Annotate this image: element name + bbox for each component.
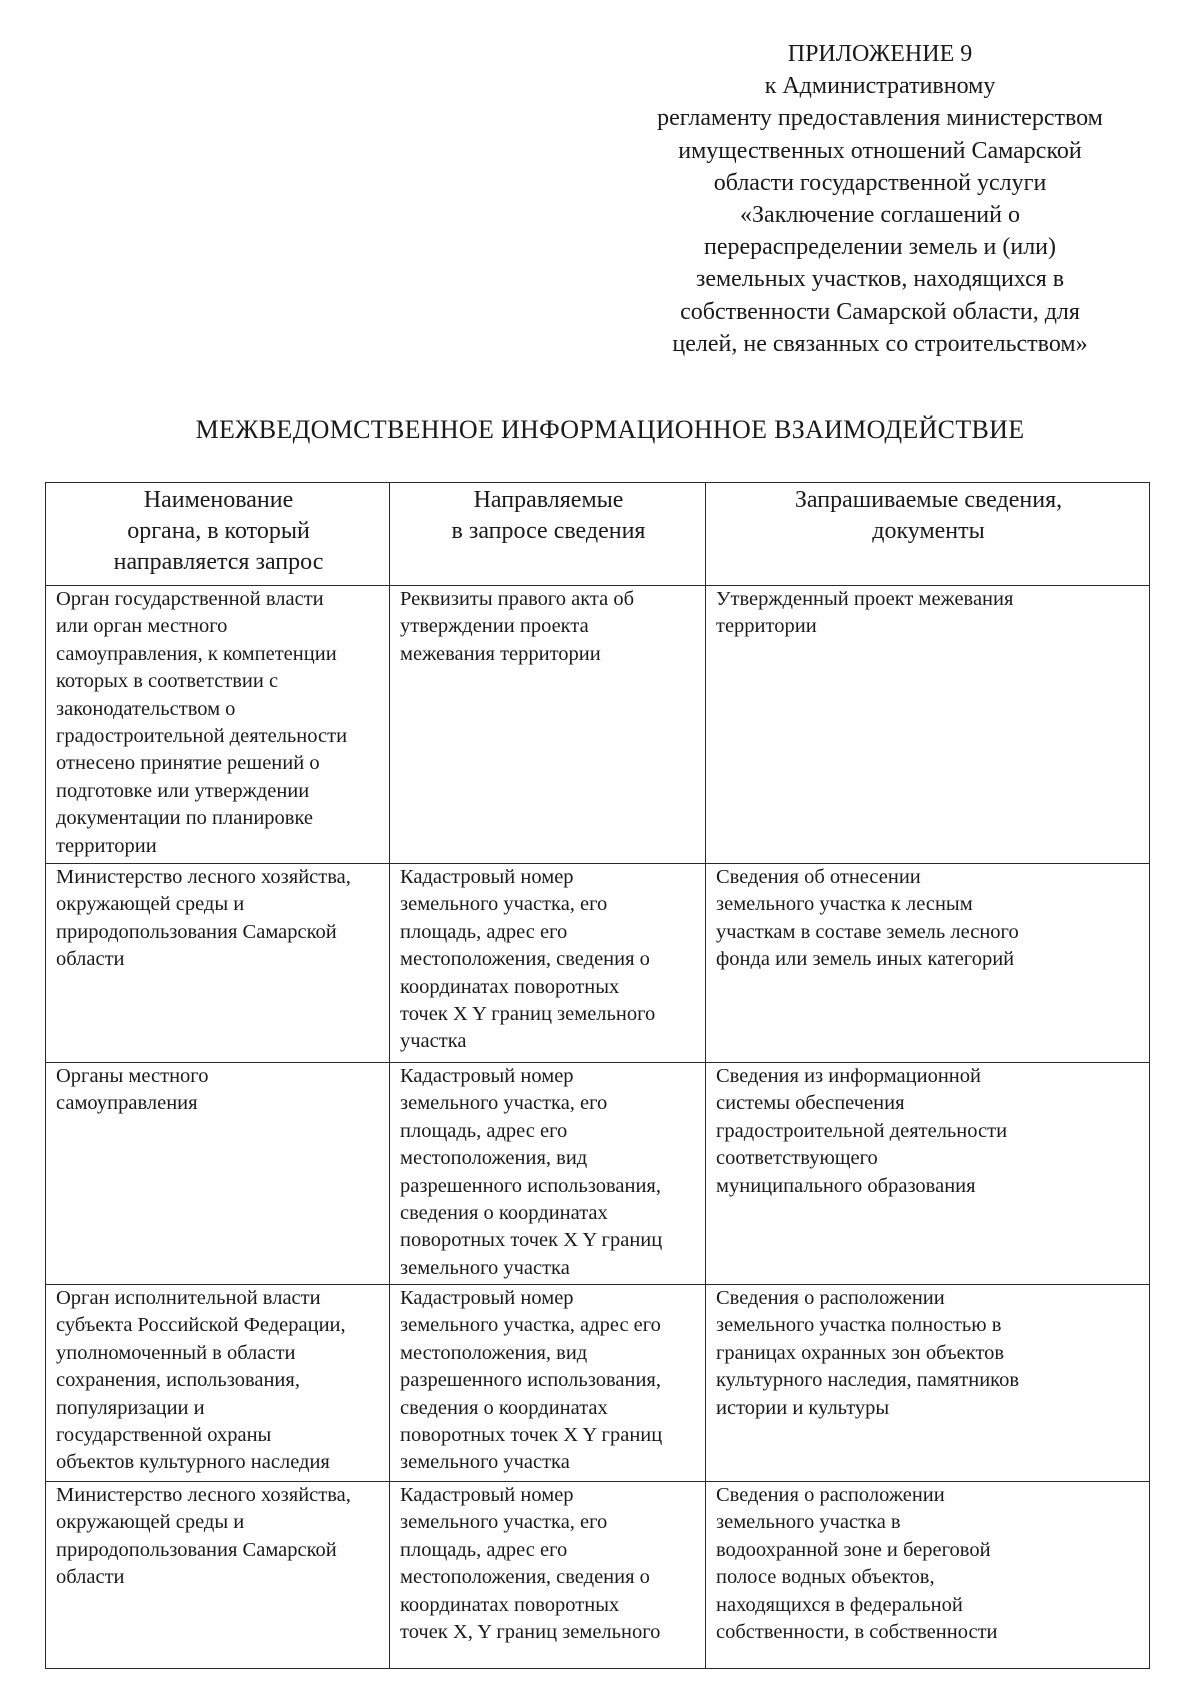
cell-text-line: земельного участка к лесным xyxy=(716,893,973,916)
cell-requested-info xyxy=(706,1285,1150,1482)
cell-text-line: системы обеспечения xyxy=(716,1092,905,1115)
cell-text-line: участка xyxy=(400,1030,467,1053)
appendix-line: земельных участков, находящихся в xyxy=(695,266,1065,293)
cell-text-line: земельного участка xyxy=(400,1256,570,1279)
cell-text-line: области xyxy=(56,948,125,971)
interaction-table xyxy=(45,482,1150,1669)
cell-text-line: участкам в составе земель лесного xyxy=(716,920,1019,943)
cell-text-line: местоположения, сведения о xyxy=(400,948,650,971)
header-text-line: в запросе сведения xyxy=(451,518,646,544)
cell-text-line: земельного участка, его xyxy=(400,1511,608,1534)
header-text-line: документы xyxy=(872,518,985,544)
cell-text-line: земельного участка, адрес его xyxy=(400,1314,661,1337)
cell-organ xyxy=(46,1063,390,1285)
cell-organ xyxy=(46,1482,390,1669)
table-row xyxy=(46,1063,1150,1285)
cell-text-line: субъекта Российской Федерации, xyxy=(56,1314,346,1337)
cell-text-line: Кадастровый номер xyxy=(400,1287,574,1309)
cell-text-line: земельного участка, его xyxy=(400,893,608,916)
document-title: МЕЖВЕДОМСТВЕННОЕ ИНФОРМАЦИОННОЕ ВЗАИМОДЕЙСТВИЕ xyxy=(195,415,1025,444)
cell-text-line: Органы местного xyxy=(56,1065,209,1087)
header-text-line: Запрашиваемые сведения, xyxy=(794,487,1063,513)
appendix-line: ПРИЛОЖЕНИЕ 9 xyxy=(787,41,973,67)
cell-text-line: земельного участка xyxy=(400,1451,570,1474)
cell-text-line: отнесено принятие решений о xyxy=(56,752,320,775)
cell-text-line: природопользования Самарской xyxy=(56,920,337,943)
cell-text-line: межевания территории xyxy=(400,642,601,665)
appendix-line: «Заключение соглашений о xyxy=(740,202,1020,229)
appendix-line: имущественных отношений Самарской xyxy=(678,137,1082,164)
cell-text-line: самоуправления, к компетенции xyxy=(56,642,337,665)
appendix-line: области государственной услуги xyxy=(713,169,1047,196)
cell-text-line: земельного участка полностью в xyxy=(716,1314,1002,1337)
cell-text-line: Сведения о расположении xyxy=(716,1287,945,1309)
header-text-line: Направляемые xyxy=(473,487,624,513)
cell-text-line: Реквизиты правого акта об xyxy=(400,588,635,610)
header-sent-info xyxy=(390,483,706,586)
cell-text-line: области xyxy=(56,1566,125,1589)
cell-text-line: Кадастровый номер xyxy=(400,1065,574,1087)
cell-text-line: территории xyxy=(716,615,817,638)
cell-text-line: полосе водных объектов, xyxy=(716,1566,935,1589)
cell-organ xyxy=(46,1285,390,1482)
cell-text-line: площадь, адрес его xyxy=(400,920,568,943)
cell-requested-info xyxy=(706,586,1150,864)
appendix-header xyxy=(590,38,1170,360)
cell-text-line: местоположения, вид xyxy=(400,1341,588,1364)
cell-text-line: градостроительной деятельности xyxy=(716,1119,1008,1142)
cell-sent-info xyxy=(390,1063,706,1285)
cell-sent-info xyxy=(390,1482,706,1669)
cell-text-line: Орган государственной власти xyxy=(56,588,324,610)
cell-text-line: водоохранной зоне и береговой xyxy=(716,1538,991,1561)
cell-text-line: точек X Y границ земельного xyxy=(400,1003,656,1026)
cell-text-line: уполномоченный в области xyxy=(56,1341,296,1364)
cell-text-line: Кадастровый номер xyxy=(400,1484,574,1506)
header-requested-info xyxy=(706,483,1150,586)
cell-text-line: культурного наследия, памятников xyxy=(716,1369,1020,1392)
cell-text-line: площадь, адрес его xyxy=(400,1119,568,1142)
cell-text-line: местоположения, сведения о xyxy=(400,1566,650,1589)
cell-text-line: местоположения, вид xyxy=(400,1147,588,1170)
appendix-line: к Административному xyxy=(764,73,996,100)
appendix-line: собственности Самарской области, для xyxy=(680,298,1080,325)
cell-text-line: границах охранных зон объектов xyxy=(716,1341,1005,1364)
appendix-line: целей, не связанных со строительством» xyxy=(672,330,1088,357)
cell-text-line: Сведения о расположении xyxy=(716,1484,945,1506)
cell-text-line: Кадастровый номер xyxy=(400,866,574,888)
cell-text-line: подготовке или утверждении xyxy=(56,779,310,802)
cell-sent-info xyxy=(390,586,706,864)
cell-text-line: градостроительной деятельности xyxy=(56,725,348,748)
cell-text-line: координатах поворотных xyxy=(400,1593,620,1616)
cell-text-line: Сведения об отнесении xyxy=(716,866,921,888)
cell-requested-info xyxy=(706,1063,1150,1285)
cell-text-line: Министерство лесного хозяйства, xyxy=(56,1484,351,1506)
cell-text-line: популяризации и xyxy=(56,1396,205,1419)
cell-text-line: координатах поворотных xyxy=(400,975,620,998)
header-text-line: органа, в который xyxy=(127,518,310,544)
cell-text-line: государственной охраны xyxy=(56,1424,272,1447)
header-text-line: Наименование xyxy=(143,487,294,513)
table-row xyxy=(46,864,1150,1063)
cell-text-line: истории и культуры xyxy=(716,1396,890,1419)
cell-sent-info xyxy=(390,1285,706,1482)
cell-text-line: поворотных точек X Y границ xyxy=(400,1229,663,1252)
cell-text-line: собственности, в собственности xyxy=(716,1621,998,1644)
cell-organ xyxy=(46,586,390,864)
cell-text-line: Утвержденный проект межевания xyxy=(716,588,1014,610)
cell-text-line: сведения о координатах xyxy=(400,1202,608,1225)
table-header-row xyxy=(46,483,1150,586)
cell-text-line: площадь, адрес его xyxy=(400,1538,568,1561)
cell-text-line: самоуправления xyxy=(56,1092,198,1115)
cell-text-line: территории xyxy=(56,834,157,857)
cell-text-line: разрешенного использования, xyxy=(400,1369,661,1392)
cell-text-line: утверждении проекта xyxy=(400,615,589,638)
cell-text-line: муниципального образования xyxy=(716,1174,976,1197)
cell-text-line: фонда или земель иных категорий xyxy=(716,948,1015,971)
cell-text-line: Сведения из информационной xyxy=(716,1065,981,1087)
cell-text-line: Орган исполнительной власти xyxy=(56,1287,321,1309)
table-row xyxy=(46,1482,1150,1669)
header-text-line: направляется запрос xyxy=(113,549,324,575)
cell-text-line: точек X, Y границ земельного xyxy=(400,1621,661,1644)
cell-text-line: которых в соответствии с xyxy=(56,670,279,693)
cell-text-line: окружающей среды и xyxy=(56,1511,245,1534)
cell-text-line: разрешенного использования, xyxy=(400,1174,661,1197)
cell-text-line: природопользования Самарской xyxy=(56,1538,337,1561)
cell-text-line: законодательством о xyxy=(56,697,236,720)
cell-text-line: сохранения, использования, xyxy=(56,1369,300,1392)
cell-text-line: земельного участка в xyxy=(716,1511,901,1534)
cell-text-line: находящихся в федеральной xyxy=(716,1593,963,1616)
table-row xyxy=(46,1285,1150,1482)
cell-requested-info xyxy=(706,864,1150,1063)
cell-text-line: соответствующего xyxy=(716,1147,878,1170)
cell-text-line: поворотных точек X Y границ xyxy=(400,1424,663,1447)
header-organ xyxy=(46,483,390,586)
cell-text-line: окружающей среды и xyxy=(56,893,245,916)
appendix-line: перераспределении земель и (или) xyxy=(703,234,1057,261)
appendix-line: регламенту предоставления министерством xyxy=(657,105,1103,132)
cell-text-line: сведения о координатах xyxy=(400,1396,608,1419)
cell-text-line: или орган местного xyxy=(56,615,228,638)
cell-requested-info xyxy=(706,1482,1150,1669)
cell-text-line: земельного участка, его xyxy=(400,1092,608,1115)
cell-text-line: объектов культурного наследия xyxy=(56,1451,330,1474)
cell-text-line: документации по планировке xyxy=(56,807,314,830)
table-row xyxy=(46,586,1150,864)
cell-text-line: Министерство лесного хозяйства, xyxy=(56,866,351,888)
cell-organ xyxy=(46,864,390,1063)
cell-sent-info xyxy=(390,864,706,1063)
